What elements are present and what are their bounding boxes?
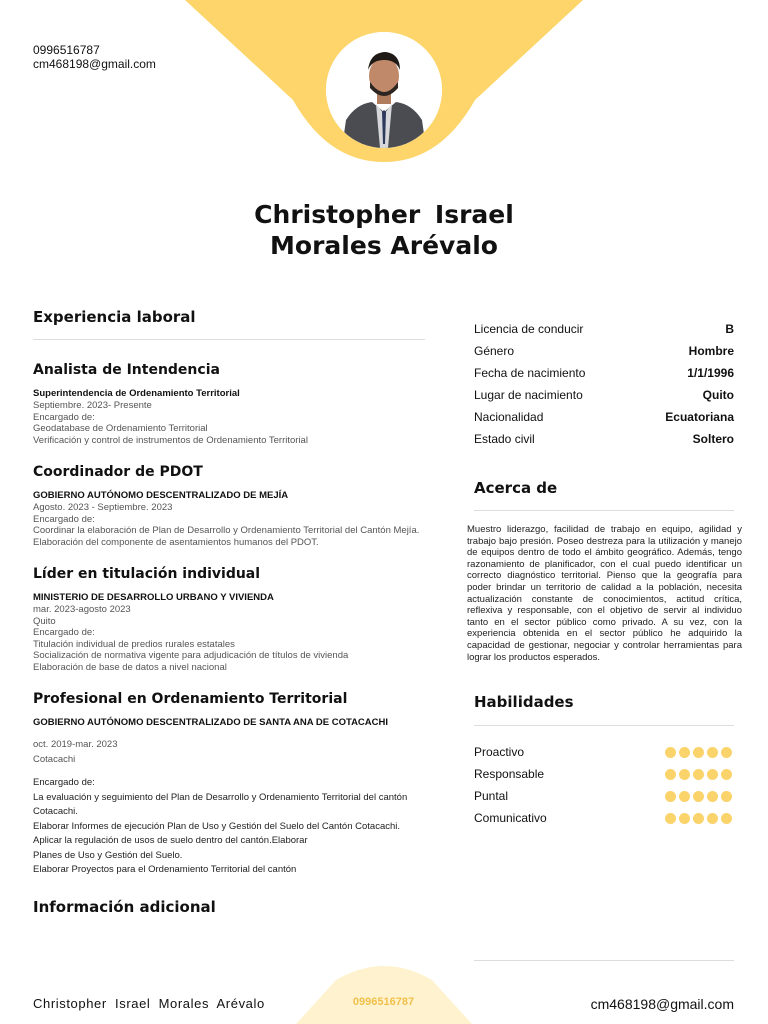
job-detail: Aplicar la regulación de usos de suelo dentro del cantón.Elaborar (33, 835, 308, 846)
skill-rating (665, 813, 732, 824)
job-detail: oct. 2019-mar. 2023 (33, 739, 118, 750)
rating-dot (721, 791, 732, 802)
job-detail: Coordinar la elaboración de Plan de Desarrollo y Ordenamiento Territorial del Cantón Mejía. (33, 525, 420, 536)
rating-dot (679, 813, 690, 824)
rating-dot (721, 747, 732, 758)
job-company: MINISTERIO DE DESARROLLO URBANO Y VIVIENDA (33, 592, 274, 603)
job-detail: Planes de Uso y Gestión del Suelo. (33, 849, 183, 861)
name-line-1: Christopher Israel (254, 200, 514, 229)
divider (474, 725, 734, 726)
footer (33, 996, 734, 1014)
info-value: 1/1/1996 (687, 366, 734, 380)
rating-dot (707, 769, 718, 780)
phone-text: 0996516787 (33, 43, 100, 57)
info-label: Licencia de conducir (474, 322, 584, 336)
job-detail: Encargado de: (33, 513, 95, 525)
rating-dot (721, 769, 732, 780)
info-row-birthplace (474, 384, 734, 406)
divider (474, 960, 734, 961)
skill-name: Comunicativo (474, 811, 547, 825)
skill-rating (665, 791, 732, 802)
contact-info (33, 43, 156, 71)
job-entry (33, 566, 425, 673)
info-value: B (725, 322, 734, 336)
rating-dot (721, 813, 732, 824)
skill-name: Proactivo (474, 745, 525, 759)
job-detail: mar. 2023-agosto 2023 (33, 604, 131, 615)
info-label: Estado civil (474, 432, 535, 446)
info-row-nationality (474, 406, 734, 428)
job-detail: Elaborar Proyectos para el Ordenamiento Territorial del cantón (33, 864, 297, 875)
job-detail: Geodatabase de Ordenamiento Territorial (33, 423, 208, 434)
rating-dot (693, 747, 704, 758)
rating-dot (665, 813, 676, 824)
job-detail: Encargado de: (33, 777, 95, 788)
job-company: GOBIERNO AUTÓNOMO DESCENTRALIZADO DE SANTA ANA DE COTACACHI (33, 717, 389, 728)
name-line-2: Morales Arévalo (270, 231, 498, 260)
divider (474, 510, 734, 511)
skill-rating (665, 747, 732, 758)
rating-dot (679, 769, 690, 780)
experience-title: Experiencia laboral (33, 308, 196, 326)
info-label: Lugar de nacimiento (474, 388, 583, 402)
info-value: Hombre (688, 344, 734, 358)
skill-row (474, 763, 734, 785)
job-entry (33, 691, 425, 878)
job-detail: Agosto. 2023 - Septiembre. 2023 (33, 502, 173, 513)
profile-photo (326, 32, 442, 148)
rating-dot (679, 791, 690, 802)
email-text: cm468198@gmail.com (33, 57, 156, 71)
job-responsibilities (33, 776, 425, 878)
rating-dot (693, 813, 704, 824)
job-detail: Verificación y control de instrumentos de Ordenamiento Territorial (33, 434, 308, 446)
skill-row (474, 807, 734, 829)
info-row-birthdate (474, 362, 734, 384)
skills-title: Habilidades (474, 693, 574, 711)
job-detail: Septiembre. 2023- Presente (33, 400, 152, 411)
info-label: Género (474, 344, 515, 358)
rating-dot (665, 747, 676, 758)
skill-row (474, 741, 734, 763)
job-detail: Elaboración de base de datos a nivel nacional (33, 661, 227, 673)
footer-decoration (0, 960, 768, 1024)
job-entry (33, 464, 425, 548)
job-title: Analista de Intendencia (33, 362, 220, 378)
job-detail: La evaluación y seguimiento del Plan de Desarrollo y Ordenamiento Territorial del cantón Cotacachi. (33, 791, 408, 817)
job-detail: Quito (33, 615, 56, 627)
info-row-gender (474, 340, 734, 362)
job-title: Profesional en Ordenamiento Territorial (33, 691, 348, 707)
job-detail: Elaborar Informes de ejecución Plan de Uso y Gestión del Suelo del Cantón Cotacachi. (33, 820, 401, 832)
experience-section (33, 308, 425, 916)
job-title: Líder en titulación individual (33, 566, 261, 582)
footer-phone: 0996516787 (352, 996, 415, 1008)
rating-dot (665, 769, 676, 780)
divider (33, 339, 425, 340)
info-label: Nacionalidad (474, 410, 544, 424)
job-detail: Elaboración del componente de asentamientos humanos del PDOT. (33, 536, 319, 548)
skills-section (474, 693, 734, 829)
job-detail: Socialización de normativa vigente para adjudicación de títulos de vivienda (33, 650, 349, 661)
additional-info-title: Información adicional (33, 897, 216, 916)
job-company: Superintendencia de Ordenamiento Territorial (33, 388, 240, 399)
rating-dot (707, 747, 718, 758)
footer-email: cm468198@gmail.com (590, 996, 734, 1012)
info-row-marital-status (474, 428, 734, 450)
rating-dot (693, 791, 704, 802)
info-value: Quito (702, 388, 734, 402)
about-title: Acerca de (474, 479, 558, 497)
job-detail: Cotacachi (33, 753, 76, 765)
rating-dot (665, 791, 676, 802)
skill-row (474, 785, 734, 807)
skill-name: Puntal (474, 789, 509, 803)
rating-dot (707, 813, 718, 824)
job-detail: Encargado de: (33, 627, 95, 638)
job-detail: Titulación individual de predios rurales estatales (33, 638, 235, 650)
about-text: Muestro liderazgo, facilidad de trabajo en equipo, agilidad y trabajo bajo presión. Poseo destreza para la utilización y manejo de equipos dentro de todo el ámbito geográfico. Además, tengo razonamiento de planificador, con el cual puedo identificar un correcto diagnóstico territorial. Pienso que la geografía para poder brindar un territorio de calidad a la población, necesita actualización constante de conocimientos, actitud crítica, reflexiva y responsable, con el objetivo de servir al individuo tanto en el sector público como privado. A su vez, con la experiencia obtenida en el sector público he adquirido la capacidad de gestionar, negociar y controlar herramientas para lograr los productos esperados. (467, 524, 742, 663)
info-value: Ecuatoriana (665, 410, 734, 424)
info-value: Soltero (692, 432, 734, 446)
info-label: Fecha de nacimiento (474, 366, 586, 380)
full-name (0, 199, 768, 261)
job-company: GOBIERNO AUTÓNOMO DESCENTRALIZADO DE MEJÍA (33, 490, 289, 501)
rating-dot (707, 791, 718, 802)
rating-dot (693, 769, 704, 780)
job-title: Coordinador de PDOT (33, 464, 203, 480)
skill-name: Responsable (474, 767, 545, 781)
footer-name: Christopher Israel Morales Arévalo (33, 996, 265, 1011)
job-detail: Encargado de: (33, 411, 95, 423)
info-row-license (474, 318, 734, 340)
person-portrait-icon (326, 32, 442, 148)
skill-rating (665, 769, 732, 780)
job-entry (33, 362, 425, 446)
rating-dot (679, 747, 690, 758)
personal-info-section (474, 318, 734, 511)
